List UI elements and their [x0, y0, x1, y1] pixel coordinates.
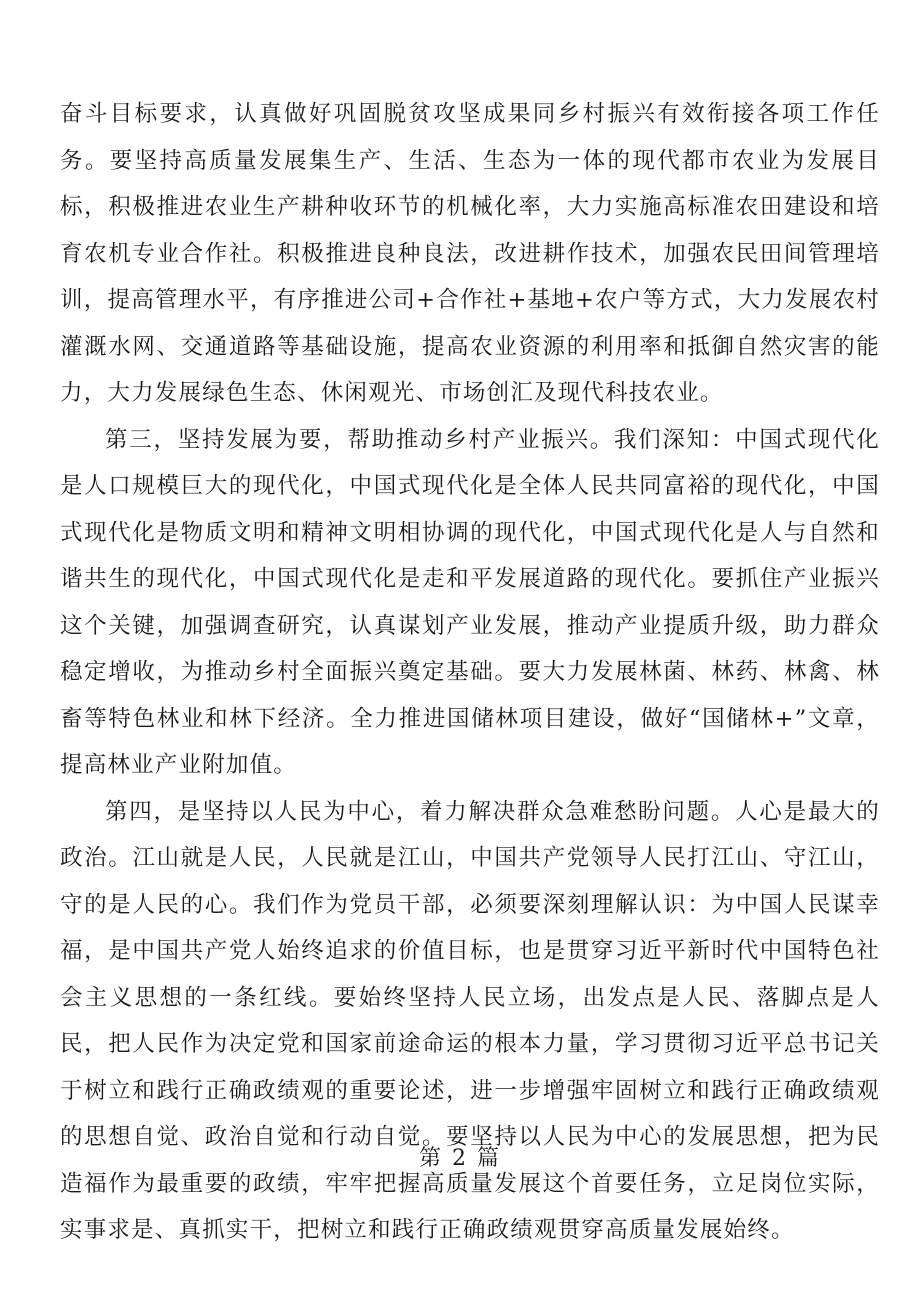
paragraph-continuation: 奋斗目标要求，认真做好巩固脱贫攻坚成果同乡村振兴有效衔接各项工作任务。要坚持高质量发展集生产、生活、生态为一体的现代都市农业为发展目标，积极推进农业生产耕种收环节的机械化率，大力实施高标准农田建设和培育农机专业合作社。积极推进良种良法，改进耕作技术，加强农民田间管理培训，提高管理水平，有序推进公司+合作社+基地+农户等方式，大力发展农村灌溉水网、交通道路等基础设施，提高农业资源的利用率和抵御自然灾害的能力，大力发展绿色生态、休闲观光、市场创汇及现代科技农业。: [60, 101, 880, 406]
document-body: [60, 91, 880, 1254]
paragraph-third-point: 第三，坚持发展为要，帮助推动乡村产业振兴。我们深知：中国式现代化是人口规模巨大的现代化，中国式现代化是全体人民共同富裕的现代化，中国式现代化是物质文明和精神文明相协调的现代化，中国式现代化是人与自然和谐共生的现代化，中国式现代化是走和平发展道路的现代化。要抓住产业振兴这个关键，加强调查研究，认真谋划产业发展，推动产业提质升级，助力群众稳定增收，为推动乡村全面振兴奠定基础。要大力发展林菌、林药、林禽、林畜等特色林业和林下经济。全力推进国储林项目建设，做好“国储林+”文章，提高林业产业附加值。: [60, 426, 880, 778]
section-heading: 第 2 篇: [419, 1146, 501, 1171]
paragraph-fourth-point: 第四，是坚持以人民为中心，着力解决群众急难愁盼问题。人心是最大的政治。江山就是人民，人民就是江山，中国共产党领导人民打江山、守江山，守的是人民的心。我们作为党员干部，必须要深刻理解认识：为中国人民谋幸福，是中国共产党人始终追求的价值目标，也是贯穿习近平新时代中国特色社会主义思想的一条红线。要始终坚持人民立场，出发点是人民、落脚点是人民，把人民作为决定党和国家前途命运的根本力量，学习贯彻习近平总书记关于树立和践行正确政绩观的重要论述，进一步增强牢固树立和践行正确政绩观的思想自觉、政治自觉和行动自觉。要坚持以人民为中心的发展思想，把为民造福作为最重要的政绩，牢牢把握高质量发展这个首要任务，立足岗位实际，实事求是、真抓实干，把树立和践行正确政绩观贯穿高质量发展始终。: [60, 798, 880, 1243]
